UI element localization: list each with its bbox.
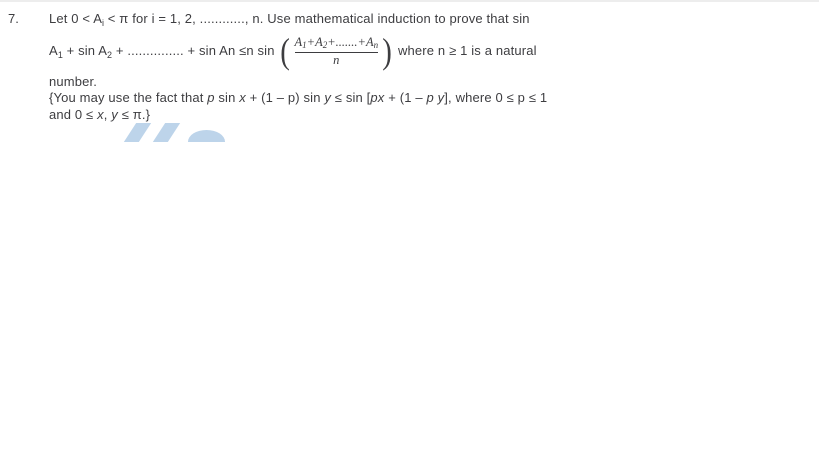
fraction-denominator: n <box>333 52 340 67</box>
italic-y: y <box>324 90 332 105</box>
line5-text-1: and 0 ≤ <box>49 106 98 122</box>
watermark-dome-icon <box>188 130 225 142</box>
question-block <box>0 2 819 123</box>
question-body <box>49 11 639 123</box>
italic-x-2: x <box>97 106 104 122</box>
numerator-sub-2: 2 <box>322 40 328 51</box>
subscript-1: 1 <box>57 49 63 60</box>
watermark-slash-icon <box>153 123 180 142</box>
subscript-2: 2 <box>107 49 113 60</box>
line1-text-1: Let 0 < A <box>49 11 103 26</box>
line4-text-4: ≤ sin [ <box>331 90 371 105</box>
line1-text-2: < π for i = 1, 2, ............, n. Use mathematical induction to prove that sin <box>104 11 530 26</box>
question-line-3: number. <box>49 73 98 89</box>
numerator-dots: +.......+ <box>327 35 366 50</box>
question-line-5 <box>49 107 639 124</box>
line4-text-2: sin <box>214 90 240 105</box>
line5-text-2: , <box>103 106 112 122</box>
watermark-slash-icon <box>124 123 151 142</box>
line2-text-2: + sin A <box>62 42 108 58</box>
subscript-i: i <box>102 18 105 28</box>
numerator-plus-1: + <box>306 35 316 50</box>
numerator-An: A <box>365 35 374 50</box>
line2-text-3: + ............... + sin An ≤n sin <box>112 42 279 58</box>
numerator-sub-n: n <box>373 40 379 51</box>
numerator-A2: A <box>315 35 323 50</box>
left-parenthesis: ( <box>280 30 291 71</box>
line4-text-5: + (1 – <box>384 90 427 105</box>
line4-text-3: + (1 – p) sin <box>245 90 325 105</box>
italic-x: x <box>239 90 246 105</box>
question-line-2 <box>49 30 639 73</box>
line5-text-3: ≤ π.} <box>117 106 151 122</box>
fraction-numerator <box>295 35 379 50</box>
numerator-A1: A <box>294 35 303 50</box>
question-number: 7. <box>8 11 19 26</box>
line4-text-6: ], where 0 ≤ p ≤ 1 <box>444 90 548 105</box>
italic-y-2: y <box>111 106 118 122</box>
watermark-logo <box>130 122 225 142</box>
right-parenthesis: ) <box>382 30 393 71</box>
line4-text-1: {You may use the fact that <box>49 90 208 105</box>
numerator-sub-1: 1 <box>302 40 307 51</box>
line2-text-1: A <box>49 42 58 58</box>
italic-py: p y <box>426 90 445 105</box>
line2-text-4: where n ≥ 1 is a natural <box>394 42 537 58</box>
question-line-1 <box>49 11 639 32</box>
question-line-4 <box>49 90 639 107</box>
italic-px: px <box>370 90 385 105</box>
italic-p: p <box>207 90 215 105</box>
fraction <box>293 35 381 67</box>
